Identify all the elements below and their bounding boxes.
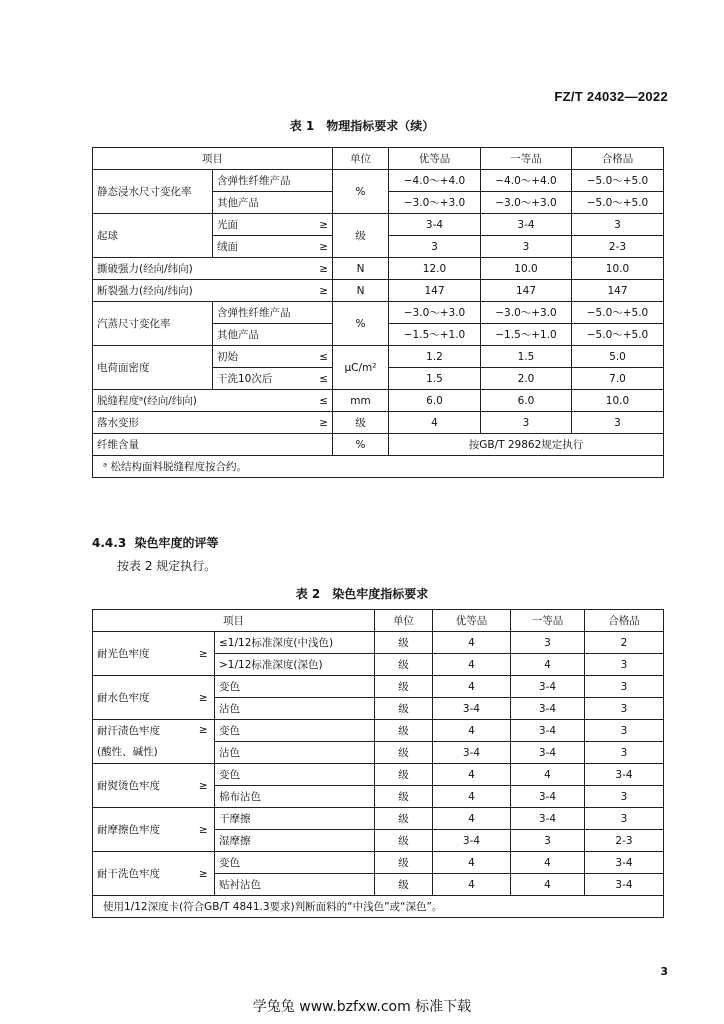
value-cell: 3: [585, 720, 664, 742]
row-unit: 级: [375, 676, 433, 698]
comparison-symbol: ≥: [193, 720, 215, 764]
value-cell-merged: 按GB/T 29862规定执行: [389, 434, 664, 456]
table-note-row: [93, 896, 664, 918]
value-cell: 3: [481, 236, 572, 258]
value-cell: 4: [511, 874, 585, 896]
row-unit: μC/m²: [333, 346, 389, 390]
section-heading: [92, 534, 219, 551]
header-item: 项目: [93, 610, 375, 632]
row-label: 汽蒸尺寸变化率: [93, 302, 213, 346]
value-cell: 3: [585, 698, 664, 720]
section-text: 按表 2 规定执行。: [117, 559, 217, 573]
row-sub-label: ≤1/12标准深度(中浅色): [215, 632, 375, 654]
value-cell: 3-4: [433, 742, 511, 764]
value-cell: 10.0: [572, 258, 664, 280]
value-cell: 2.0: [481, 368, 572, 390]
value-cell: 7.0: [572, 368, 664, 390]
comparison-symbol: ≥: [319, 284, 328, 297]
row-unit: 级: [375, 852, 433, 874]
row-sub-label: 贴衬沾色: [215, 874, 375, 896]
value-cell: −5.0～+5.0: [572, 192, 664, 214]
value-cell: 3: [511, 632, 585, 654]
table-row: [93, 720, 664, 742]
table-row: [93, 258, 664, 280]
value-cell: 3-4: [511, 786, 585, 808]
row-label: [93, 280, 333, 302]
page-number: 3: [660, 965, 668, 978]
value-cell: 5.0: [572, 346, 664, 368]
row-label: 静态浸水尺寸变化率: [93, 170, 213, 214]
value-cell: 6.0: [481, 390, 572, 412]
table-row: [93, 434, 664, 456]
value-cell: 4: [433, 676, 511, 698]
value-cell: 3: [585, 786, 664, 808]
row-label: [93, 258, 333, 280]
label-text: 撕破强力(经向/纬向): [97, 263, 193, 275]
value-cell: 2: [585, 632, 664, 654]
value-cell: −3.0～+3.0: [389, 192, 481, 214]
section-number: 4.4.3: [92, 536, 127, 550]
section-title: 染色牢度的评等: [134, 536, 219, 550]
value-cell: 3-4: [389, 214, 481, 236]
table-row: [93, 214, 664, 236]
value-cell: 3: [511, 830, 585, 852]
value-cell: 3-4: [433, 698, 511, 720]
row-label: 起球: [93, 214, 213, 258]
row-sub-label: 变色: [215, 676, 375, 698]
row-unit: %: [333, 170, 389, 214]
value-cell: 4: [389, 412, 481, 434]
value-cell: 3-4: [511, 698, 585, 720]
value-cell: 12.0: [389, 258, 481, 280]
label-text: 断裂强力(经向/纬向): [97, 285, 193, 297]
comparison-symbol: ≥: [319, 262, 328, 275]
header-grade-qualified: 合格品: [572, 148, 664, 170]
value-cell: −5.0～+5.0: [572, 170, 664, 192]
row-unit: N: [333, 258, 389, 280]
table1-header-row: [93, 148, 664, 170]
table-row: [93, 170, 664, 192]
value-cell: −5.0～+5.0: [572, 302, 664, 324]
value-cell: 4: [511, 852, 585, 874]
value-cell: 3: [585, 742, 664, 764]
row-label: 电荷面密度: [93, 346, 213, 390]
table-row: [93, 852, 664, 874]
comparison-symbol: ≥: [319, 240, 328, 253]
row-unit: 级: [375, 830, 433, 852]
row-sub-label: 含弹性纤维产品: [213, 170, 333, 192]
header-grade-excellent: 优等品: [433, 610, 511, 632]
comparison-symbol: ≤: [319, 372, 328, 385]
row-sub-label: 变色: [215, 852, 375, 874]
value-cell: 3: [585, 808, 664, 830]
value-cell: 4: [511, 764, 585, 786]
sub-label-text: 光面: [217, 219, 238, 231]
sub-label-text: 绒面: [217, 241, 238, 253]
value-cell: 3: [572, 214, 664, 236]
comparison-symbol: ≥: [319, 416, 328, 429]
value-cell: 4: [433, 654, 511, 676]
value-cell: −1.5～+1.0: [389, 324, 481, 346]
value-cell: 4: [433, 720, 511, 742]
value-cell: 1.5: [389, 368, 481, 390]
value-cell: 3-4: [511, 808, 585, 830]
value-cell: 3-4: [585, 764, 664, 786]
value-cell: 147: [389, 280, 481, 302]
row-label: 纤维含量: [93, 434, 333, 456]
row-sub-label: 棉布沾色: [215, 786, 375, 808]
comparison-symbol: ≥: [193, 852, 215, 896]
sub-label-text: 干洗10次后: [217, 373, 273, 385]
table2-caption: 表 2 染色牢度指标要求: [295, 587, 429, 601]
row-label: [93, 390, 333, 412]
watermark-footer: 学兔兔 www.bzfxw.com 标准下载: [252, 999, 472, 1015]
value-cell: 4: [433, 808, 511, 830]
table-row: [93, 764, 664, 786]
value-cell: 3-4: [585, 874, 664, 896]
table-row: [93, 346, 664, 368]
table-row: [93, 302, 664, 324]
row-sub-label: 湿摩擦: [215, 830, 375, 852]
row-unit: 级: [375, 632, 433, 654]
header-grade-first: 一等品: [481, 148, 572, 170]
value-cell: −4.0～+4.0: [389, 170, 481, 192]
header-grade-qualified: 合格品: [585, 610, 664, 632]
table1-footnote: ᵃ 松结构面料脱缝程度按合约。: [93, 456, 664, 478]
value-cell: −3.0～+3.0: [481, 302, 572, 324]
value-cell: 10.0: [481, 258, 572, 280]
value-cell: 2-3: [572, 236, 664, 258]
value-cell: 147: [481, 280, 572, 302]
row-label: 耐熨烫色牢度: [93, 764, 193, 808]
value-cell: 3-4: [511, 720, 585, 742]
table-row: [93, 808, 664, 830]
row-sub-label: 干摩擦: [215, 808, 375, 830]
row-label: [93, 412, 333, 434]
row-unit: %: [333, 302, 389, 346]
comparison-symbol: ≥: [193, 632, 215, 676]
value-cell: 4: [433, 852, 511, 874]
header-unit: 单位: [375, 610, 433, 632]
row-sub-label: [213, 368, 333, 390]
label-text: 脱缝程度ᵃ(经向/纬向): [97, 395, 197, 407]
comparison-symbol: ≥: [193, 676, 215, 720]
value-cell: 3: [585, 654, 664, 676]
value-cell: −4.0～+4.0: [481, 170, 572, 192]
row-unit: 级: [375, 764, 433, 786]
header-grade-first: 一等品: [511, 610, 585, 632]
row-unit: 级: [333, 412, 389, 434]
table2-header-row: [93, 610, 664, 632]
value-cell: 3: [389, 236, 481, 258]
row-unit: 级: [375, 698, 433, 720]
standard-number: FZ/T 24032—2022: [554, 89, 668, 104]
table-row: [93, 676, 664, 698]
row-sub-label: [213, 236, 333, 258]
row-sub-label: [213, 214, 333, 236]
value-cell: 6.0: [389, 390, 481, 412]
table1-physical-requirements: [92, 147, 664, 478]
value-cell: 2-3: [585, 830, 664, 852]
header-item: 项目: [93, 148, 333, 170]
comparison-symbol: ≤: [319, 394, 328, 407]
row-label: 耐水色牢度: [93, 676, 193, 720]
value-cell: 3: [585, 676, 664, 698]
row-sub-label: 含弹性纤维产品: [213, 302, 333, 324]
row-label: 耐光色牢度: [93, 632, 193, 676]
value-cell: 3-4: [433, 830, 511, 852]
table-row: [93, 390, 664, 412]
table2-colour-fastness: [92, 609, 664, 918]
value-cell: 4: [433, 874, 511, 896]
comparison-symbol: ≤: [319, 350, 328, 363]
value-cell: 147: [572, 280, 664, 302]
row-label: 耐干洗色牢度: [93, 852, 193, 896]
row-unit: 级: [375, 874, 433, 896]
value-cell: 4: [433, 786, 511, 808]
value-cell: 4: [433, 632, 511, 654]
row-sub-label: >1/12标准深度(深色): [215, 654, 375, 676]
value-cell: 4: [511, 654, 585, 676]
table-row: [93, 412, 664, 434]
row-sub-label: 变色: [215, 764, 375, 786]
row-unit: mm: [333, 390, 389, 412]
table-row: [93, 280, 664, 302]
row-sub-label: 其他产品: [213, 192, 333, 214]
value-cell: −1.5～+1.0: [481, 324, 572, 346]
value-cell: −5.0～+5.0: [572, 324, 664, 346]
value-cell: 3-4: [511, 676, 585, 698]
value-cell: 1.2: [389, 346, 481, 368]
comparison-symbol: ≥: [193, 808, 215, 852]
table-row: [93, 632, 664, 654]
row-unit: 级: [375, 808, 433, 830]
table1-caption: 表 1 物理指标要求（续）: [289, 119, 435, 133]
value-cell: 1.5: [481, 346, 572, 368]
row-unit: 级: [375, 742, 433, 764]
sub-label-text: 初始: [217, 351, 238, 363]
value-cell: −3.0～+3.0: [389, 302, 481, 324]
value-cell: −3.0～+3.0: [481, 192, 572, 214]
row-sub-label: 沾色: [215, 742, 375, 764]
row-unit: 级: [375, 720, 433, 742]
value-cell: 3: [481, 412, 572, 434]
value-cell: 3-4: [511, 742, 585, 764]
row-label: 耐摩擦色牢度: [93, 808, 193, 852]
table2-note: 使用1/12深度卡(符合GB/T 4841.3要求)判断面料的“中浅色”或“深色”。: [93, 896, 664, 918]
row-sub-label: [213, 346, 333, 368]
value-cell: 4: [433, 764, 511, 786]
row-sub-label: 沾色: [215, 698, 375, 720]
table-note-row: [93, 456, 664, 478]
row-unit: 级: [375, 786, 433, 808]
header-grade-excellent: 优等品: [389, 148, 481, 170]
value-cell: 3-4: [585, 852, 664, 874]
row-label: [93, 720, 193, 764]
row-label-line2: (酸性、碱性): [97, 745, 158, 758]
header-unit: 单位: [333, 148, 389, 170]
row-unit: 级: [333, 214, 389, 258]
row-sub-label: 变色: [215, 720, 375, 742]
label-text: 落水变形: [97, 417, 139, 429]
row-label-line1: 耐汗渍色牢度: [97, 724, 160, 737]
comparison-symbol: ≥: [193, 764, 215, 808]
comparison-symbol: ≥: [319, 218, 328, 231]
value-cell: 3-4: [481, 214, 572, 236]
row-sub-label: 其他产品: [213, 324, 333, 346]
value-cell: 3: [572, 412, 664, 434]
row-unit: N: [333, 280, 389, 302]
value-cell: 10.0: [572, 390, 664, 412]
row-unit: %: [333, 434, 389, 456]
row-unit: 级: [375, 654, 433, 676]
